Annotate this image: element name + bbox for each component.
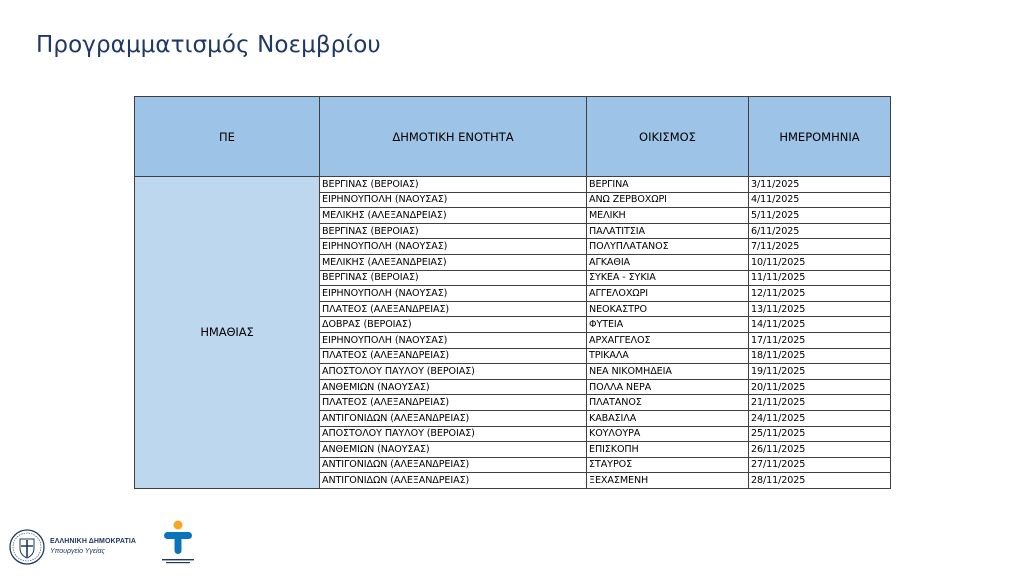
date-cell: 14/11/2025 — [749, 317, 891, 333]
date-cell: 13/11/2025 — [749, 301, 891, 317]
settlement-cell: ΣΤΑΥΡΟΣ — [587, 457, 749, 473]
settlement-cell: ΠΟΛΛΑ ΝΕΡΑ — [587, 379, 749, 395]
settlement-cell: ΑΡΧΑΓΓΕΛΟΣ — [587, 332, 749, 348]
eody-logo-icon — [158, 518, 198, 568]
date-cell: 28/11/2025 — [749, 473, 891, 489]
municipal-unit-cell: ΑΠΟΣΤΟΛΟΥ ΠΑΥΛΟΥ (ΒΕΡΟΙΑΣ) — [320, 364, 587, 380]
header-municipal-unit: ΔΗΜΟΤΙΚΗ ΕΝΟΤΗΤΑ — [320, 97, 587, 177]
date-cell: 3/11/2025 — [749, 177, 891, 193]
municipal-unit-cell: ΕΙΡΗΝΟΥΠΟΛΗ (ΝΑΟΥΣΑΣ) — [320, 286, 587, 302]
municipal-unit-cell: ΕΙΡΗΝΟΥΠΟΛΗ (ΝΑΟΥΣΑΣ) — [320, 239, 587, 255]
date-cell: 24/11/2025 — [749, 410, 891, 426]
date-cell: 19/11/2025 — [749, 364, 891, 380]
settlement-cell: ΑΝΩ ΖΕΡΒΟΧΩΡΙ — [587, 192, 749, 208]
municipal-unit-cell: ΕΙΡΗΝΟΥΠΟΛΗ (ΝΑΟΥΣΑΣ) — [320, 192, 587, 208]
municipal-unit-cell: ΒΕΡΓΙΝΑΣ (ΒΕΡΟΙΑΣ) — [320, 177, 587, 193]
settlement-cell: ΞΕΧΑΣΜΕΝΗ — [587, 473, 749, 489]
date-cell: 7/11/2025 — [749, 239, 891, 255]
municipal-unit-cell: ΑΝΤΙΓΟΝΙΔΩΝ (ΑΛΕΞΑΝΔΡΕΙΑΣ) — [320, 457, 587, 473]
municipal-unit-cell: ΕΙΡΗΝΟΥΠΟΛΗ (ΝΑΟΥΣΑΣ) — [320, 332, 587, 348]
settlement-cell: ΦΥΤΕΙΑ — [587, 317, 749, 333]
date-cell: 27/11/2025 — [749, 457, 891, 473]
settlement-cell: ΒΕΡΓΙΝΑ — [587, 177, 749, 193]
municipal-unit-cell: ΑΝΘΕΜΙΩΝ (ΝΑΟΥΣΑΣ) — [320, 379, 587, 395]
ministry-name: Υπουργείο Υγείας — [50, 548, 105, 555]
municipal-unit-cell: ΑΝΘΕΜΙΩΝ (ΝΑΟΥΣΑΣ) — [320, 442, 587, 458]
gov-name: ΕΛΛΗΝΙΚΗ ΔΗΜΟΚΡΑΤΙΑ — [50, 538, 137, 545]
date-cell: 10/11/2025 — [749, 254, 891, 270]
settlement-cell: ΠΑΛΑΤΙΤΣΙΑ — [587, 223, 749, 239]
settlement-cell: ΚΟΥΛΟΥΡΑ — [587, 426, 749, 442]
municipal-unit-cell: ΜΕΛΙΚΗΣ (ΑΛΕΞΑΝΔΡΕΙΑΣ) — [320, 208, 587, 224]
settlement-cell: ΝΕΑ ΝΙΚΟΜΗΔΕΙΑ — [587, 364, 749, 380]
date-cell: 21/11/2025 — [749, 395, 891, 411]
table-body — [135, 177, 891, 489]
date-cell: 25/11/2025 — [749, 426, 891, 442]
settlement-cell: ΠΛΑΤΑΝΟΣ — [587, 395, 749, 411]
date-cell: 5/11/2025 — [749, 208, 891, 224]
header-date: ΗΜΕΡΟΜΗΝΙΑ — [749, 97, 891, 177]
settlement-cell: ΣΥΚΕΑ - ΣΥΚΙΑ — [587, 270, 749, 286]
settlement-cell: ΝΕΟΚΑΣΤΡΟ — [587, 301, 749, 317]
settlement-cell: ΤΡΙΚΑΛΑ — [587, 348, 749, 364]
municipal-unit-cell: ΑΝΤΙΓΟΝΙΔΩΝ (ΑΛΕΞΑΝΔΡΕΙΑΣ) — [320, 410, 587, 426]
date-cell: 4/11/2025 — [749, 192, 891, 208]
date-cell: 12/11/2025 — [749, 286, 891, 302]
gov-branding — [50, 538, 136, 555]
municipal-unit-cell: ΑΝΤΙΓΟΝΙΔΩΝ (ΑΛΕΞΑΝΔΡΕΙΑΣ) — [320, 473, 587, 489]
header-settlement: ΟΙΚΙΣΜΟΣ — [587, 97, 749, 177]
greek-coat-of-arms-icon — [8, 528, 46, 566]
municipal-unit-cell: ΒΕΡΓΙΝΑΣ (ΒΕΡΟΙΑΣ) — [320, 270, 587, 286]
date-cell: 18/11/2025 — [749, 348, 891, 364]
region-cell: ΗΜΑΘΙΑΣ — [135, 177, 320, 489]
settlement-cell: ΑΓΚΑΘΙΑ — [587, 254, 749, 270]
settlement-cell: ΠΟΛΥΠΛΑΤΑΝΟΣ — [587, 239, 749, 255]
municipal-unit-cell: ΑΠΟΣΤΟΛΟΥ ΠΑΥΛΟΥ (ΒΕΡΟΙΑΣ) — [320, 426, 587, 442]
settlement-cell: ΕΠΙΣΚΟΠΗ — [587, 442, 749, 458]
municipal-unit-cell: ΜΕΛΙΚΗΣ (ΑΛΕΞΑΝΔΡΕΙΑΣ) — [320, 254, 587, 270]
municipal-unit-cell: ΠΛΑΤΕΟΣ (ΑΛΕΞΑΝΔΡΕΙΑΣ) — [320, 395, 587, 411]
page-title: Προγραμματισμός Νοεμβρίου — [36, 32, 381, 58]
footer — [8, 528, 208, 568]
schedule-table — [134, 96, 891, 489]
date-cell: 26/11/2025 — [749, 442, 891, 458]
date-cell: 6/11/2025 — [749, 223, 891, 239]
header-pe: ΠΕ — [135, 97, 320, 177]
municipal-unit-cell: ΠΛΑΤΕΟΣ (ΑΛΕΞΑΝΔΡΕΙΑΣ) — [320, 348, 587, 364]
date-cell: 17/11/2025 — [749, 332, 891, 348]
settlement-cell: ΜΕΛΙΚΗ — [587, 208, 749, 224]
municipal-unit-cell: ΒΕΡΓΙΝΑΣ (ΒΕΡΟΙΑΣ) — [320, 223, 587, 239]
municipal-unit-cell: ΠΛΑΤΕΟΣ (ΑΛΕΞΑΝΔΡΕΙΑΣ) — [320, 301, 587, 317]
municipal-unit-cell: ΔΟΒΡΑΣ (ΒΕΡΟΙΑΣ) — [320, 317, 587, 333]
table-header-row — [135, 97, 891, 177]
settlement-cell: ΑΓΓΕΛΟΧΩΡΙ — [587, 286, 749, 302]
settlement-cell: ΚΑΒΑΣΙΛΑ — [587, 410, 749, 426]
table-row — [135, 177, 891, 193]
date-cell: 20/11/2025 — [749, 379, 891, 395]
date-cell: 11/11/2025 — [749, 270, 891, 286]
